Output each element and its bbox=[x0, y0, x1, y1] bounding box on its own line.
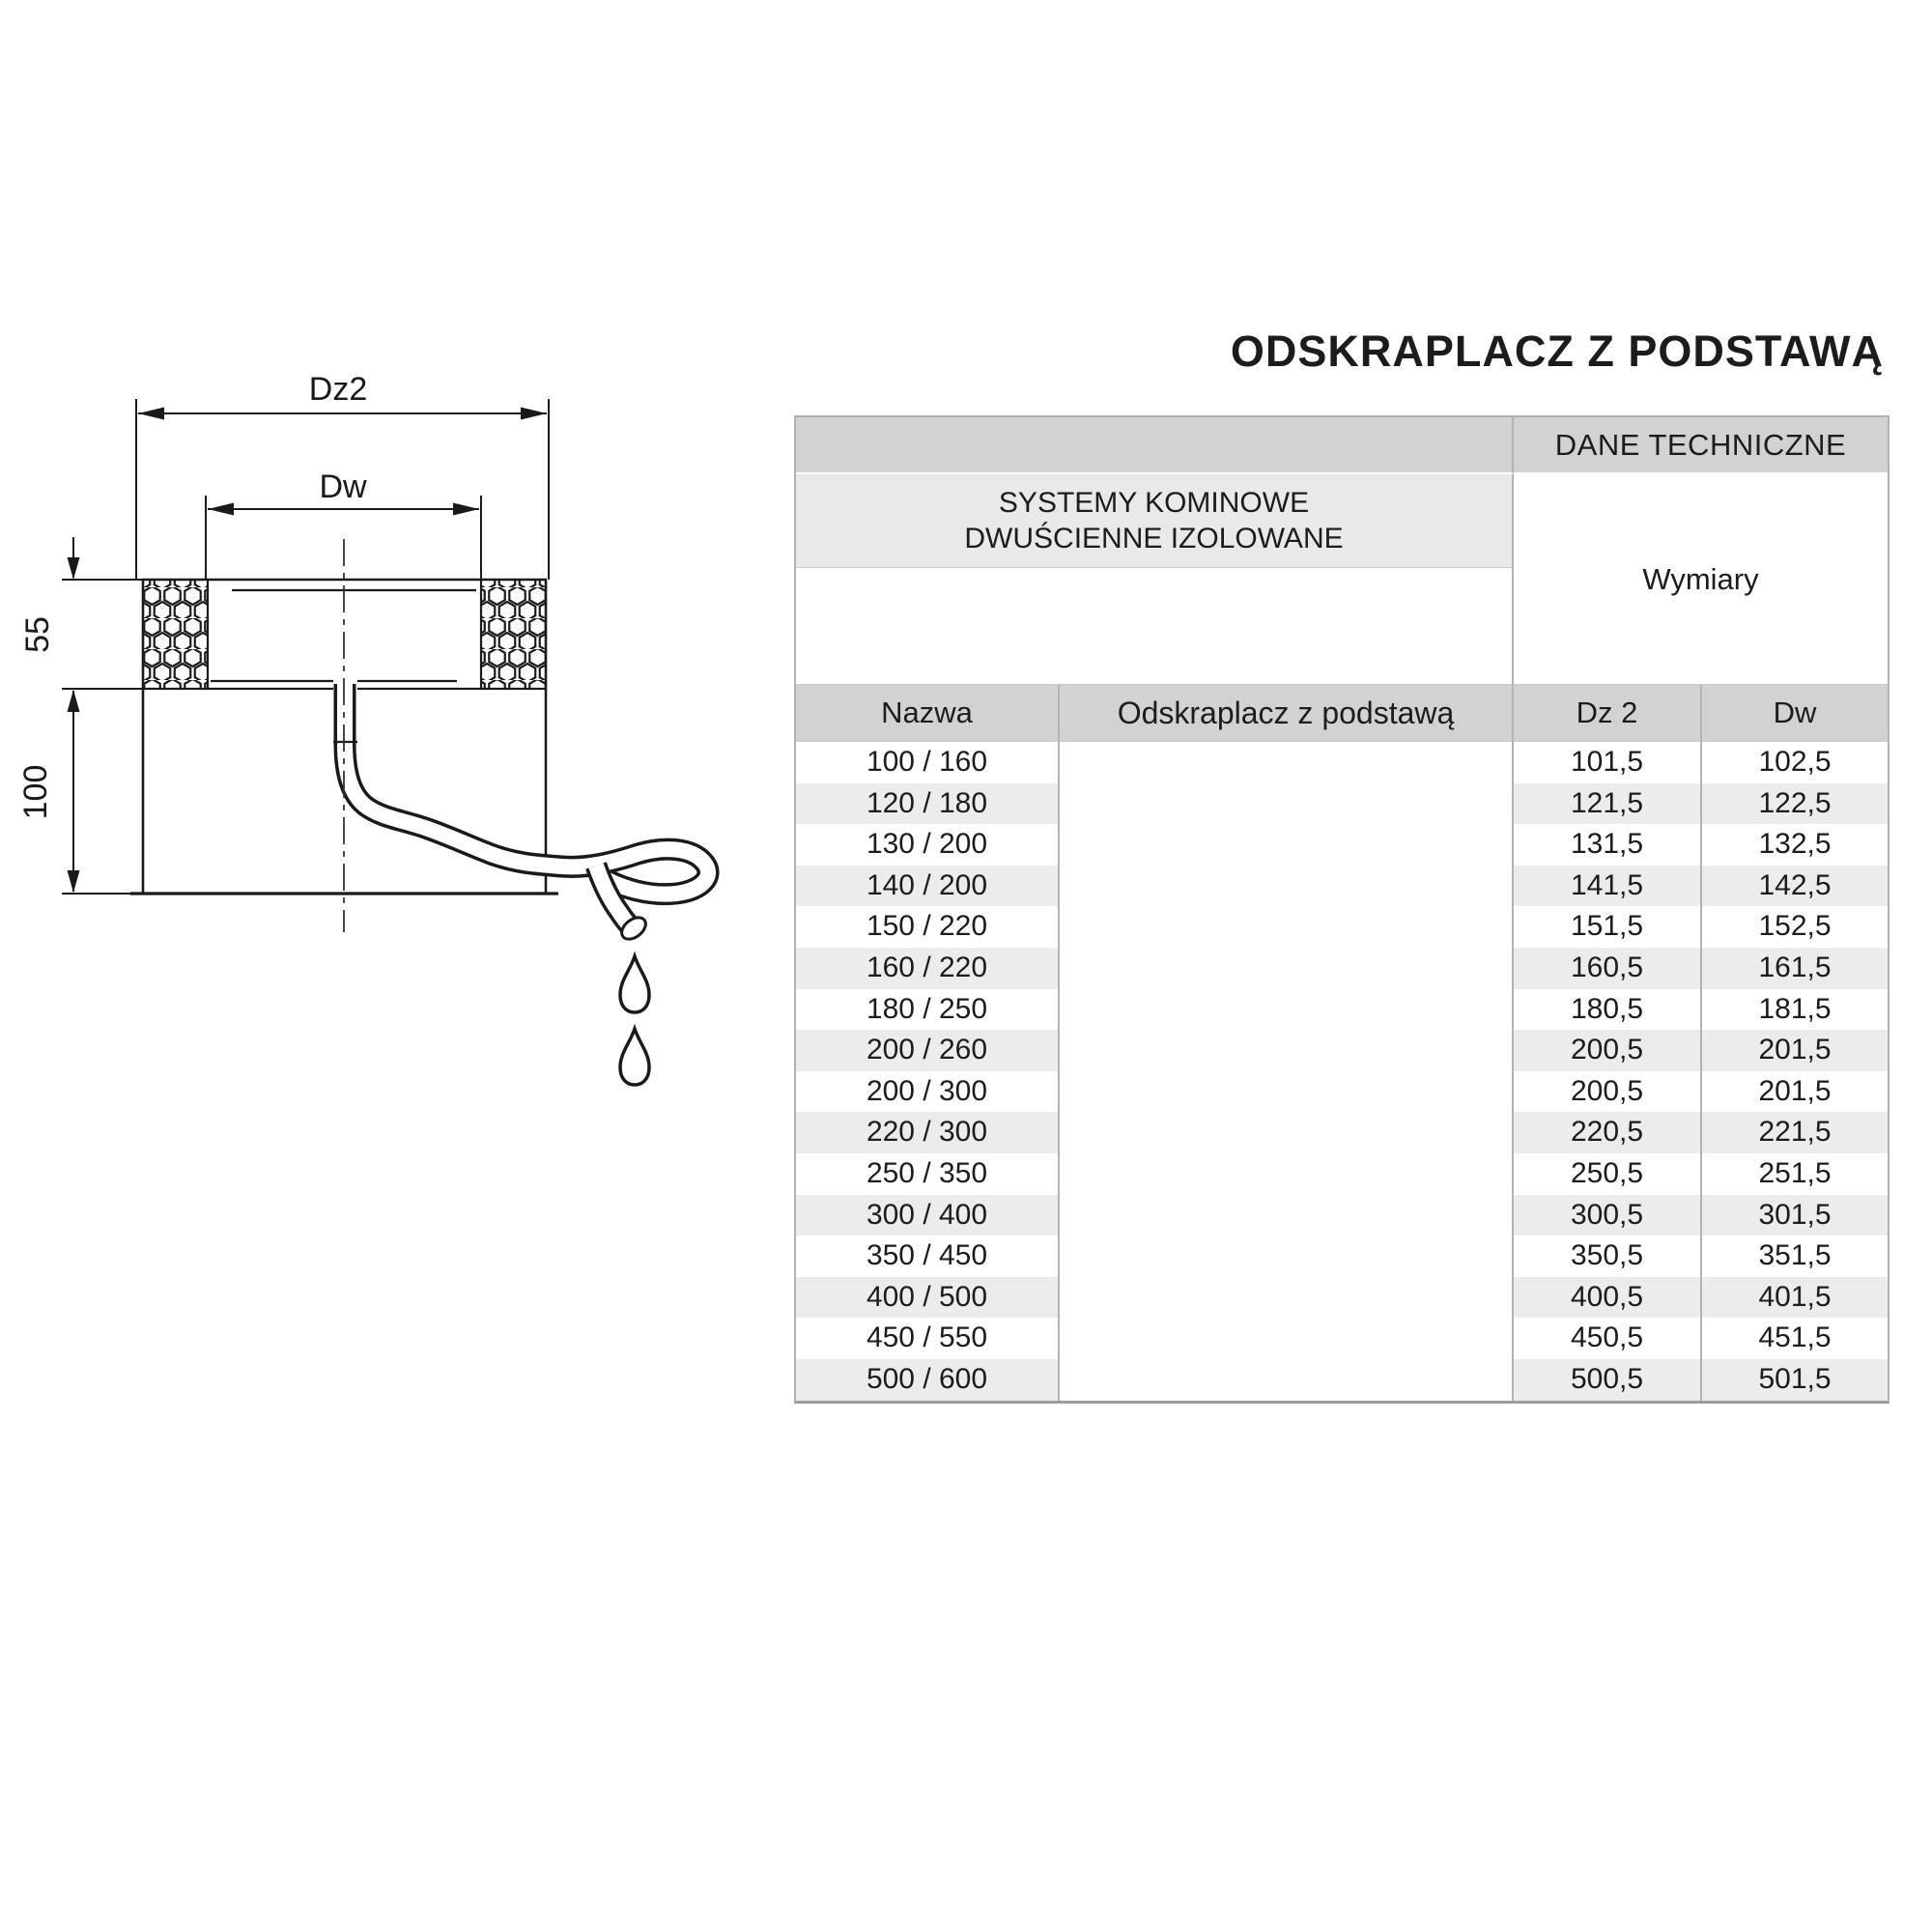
table-band-header bbox=[796, 417, 1888, 474]
nazwa-cell: 300 / 400 bbox=[796, 1195, 1060, 1236]
dw-cell: 251,5 bbox=[1702, 1153, 1888, 1195]
col-header-dw: Dw bbox=[1702, 685, 1888, 742]
dw-cell: 181,5 bbox=[1702, 989, 1888, 1031]
dw-cell: 221,5 bbox=[1702, 1112, 1888, 1153]
dw-cell: 351,5 bbox=[1702, 1236, 1888, 1277]
nazwa-cell: 100 / 160 bbox=[796, 742, 1060, 783]
nazwa-cell: 150 / 220 bbox=[796, 906, 1060, 948]
dane-techniczne-header: DANE TECHNICZNE bbox=[1514, 417, 1888, 474]
dimension-arrows bbox=[68, 408, 548, 894]
dw-cell: 142,5 bbox=[1702, 866, 1888, 907]
h100-dim-label: 100 bbox=[17, 764, 54, 820]
dw-cell: 161,5 bbox=[1702, 948, 1888, 989]
nazwa-cell: 450 / 550 bbox=[796, 1318, 1060, 1359]
dz2-cell: 141,5 bbox=[1514, 866, 1702, 907]
dz2-cell: 450,5 bbox=[1514, 1318, 1702, 1359]
dimension-lines bbox=[62, 399, 549, 894]
nazwa-cell: 130 / 200 bbox=[796, 824, 1060, 866]
dz2-dim-label: Dz2 bbox=[308, 371, 368, 408]
dz2-cell: 160,5 bbox=[1514, 948, 1702, 989]
table-row bbox=[796, 742, 1888, 783]
dz2-cell: 400,5 bbox=[1514, 1277, 1702, 1319]
page-title: ODSKRAPLACZ Z PODSTAWĄ bbox=[1230, 327, 1884, 376]
empty-spacer-cell bbox=[796, 568, 1514, 685]
dz2-cell: 250,5 bbox=[1514, 1153, 1702, 1195]
nazwa-cell: 140 / 200 bbox=[796, 866, 1060, 907]
nazwa-cell: 400 / 500 bbox=[796, 1277, 1060, 1319]
spec-table bbox=[794, 415, 1889, 1404]
dz2-cell: 200,5 bbox=[1514, 1030, 1702, 1071]
dz2-cell: 131,5 bbox=[1514, 824, 1702, 866]
dw-cell: 401,5 bbox=[1702, 1277, 1888, 1319]
dw-dim-label: Dw bbox=[319, 469, 367, 505]
dw-cell: 102,5 bbox=[1702, 742, 1888, 783]
system-header-row bbox=[796, 474, 1888, 568]
dz2-cell: 350,5 bbox=[1514, 1236, 1702, 1277]
nazwa-cell: 250 / 350 bbox=[796, 1153, 1060, 1195]
empty-header-cell bbox=[796, 417, 1514, 474]
dz2-cell: 101,5 bbox=[1514, 742, 1702, 783]
nazwa-cell: 200 / 300 bbox=[796, 1071, 1060, 1113]
nazwa-cell: 350 / 450 bbox=[796, 1236, 1060, 1277]
nazwa-cell: 220 / 300 bbox=[796, 1112, 1060, 1153]
dw-cell: 201,5 bbox=[1702, 1071, 1888, 1113]
dw-cell: 152,5 bbox=[1702, 906, 1888, 948]
dw-cell: 132,5 bbox=[1702, 824, 1888, 866]
product-image-cell bbox=[1060, 742, 1514, 1401]
col-header-nazwa: Nazwa bbox=[796, 685, 1060, 742]
system-name-cell bbox=[796, 474, 1514, 568]
nazwa-cell: 180 / 250 bbox=[796, 989, 1060, 1031]
dz2-cell: 220,5 bbox=[1514, 1112, 1702, 1153]
nazwa-cell: 160 / 220 bbox=[796, 948, 1060, 989]
column-header-row bbox=[796, 685, 1888, 742]
nazwa-cell: 500 / 600 bbox=[796, 1359, 1060, 1401]
water-drop-icons bbox=[620, 956, 649, 1085]
nazwa-cell: 120 / 180 bbox=[796, 783, 1060, 825]
system-name-line1: SYSTEMY KOMINOWE bbox=[998, 486, 1310, 519]
dz2-cell: 200,5 bbox=[1514, 1071, 1702, 1113]
col-header-product: Odskraplacz z podstawą bbox=[1060, 685, 1514, 742]
h55-dim-label: 55 bbox=[19, 616, 56, 653]
wymiary-cell: Wymiary bbox=[1514, 474, 1888, 685]
drain-tube bbox=[333, 684, 708, 944]
dz2-cell: 180,5 bbox=[1514, 989, 1702, 1031]
dz2-cell: 151,5 bbox=[1514, 906, 1702, 948]
dz2-cell: 300,5 bbox=[1514, 1195, 1702, 1236]
dw-cell: 501,5 bbox=[1702, 1359, 1888, 1401]
dw-cell: 122,5 bbox=[1702, 783, 1888, 825]
dz2-cell: 121,5 bbox=[1514, 783, 1702, 825]
dw-cell: 451,5 bbox=[1702, 1318, 1888, 1359]
system-name-line2: DWUŚCIENNE IZOLOWANE bbox=[964, 523, 1344, 554]
dz2-cell: 500,5 bbox=[1514, 1359, 1702, 1401]
nazwa-cell: 200 / 260 bbox=[796, 1030, 1060, 1071]
dw-cell: 201,5 bbox=[1702, 1030, 1888, 1071]
col-header-dz2: Dz 2 bbox=[1514, 685, 1702, 742]
dw-cell: 301,5 bbox=[1702, 1195, 1888, 1236]
